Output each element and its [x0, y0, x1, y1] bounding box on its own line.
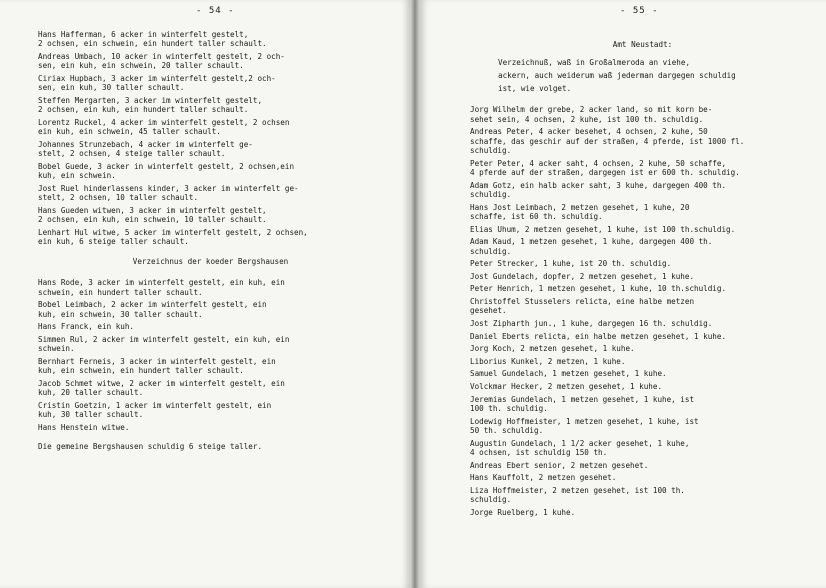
record-line: gesehet. [470, 306, 507, 316]
record-line: sehet sein, 4 ochsen, 2 kuhe, ist 100 th. schuldig. [470, 114, 704, 124]
record-entry [38, 118, 383, 137]
record-line: Lenhart Hul witwe, 5 acker im winterfelt gestelt, 2 ochsen, [38, 228, 308, 237]
record-line: Andreas Umbach, 10 acker in winterfelt gestelt, 2 och- [38, 52, 285, 61]
record-entry [38, 74, 383, 93]
section-title: Amt Neustadt: [612, 40, 673, 49]
page-number: - 54 - [196, 6, 235, 16]
record-line: Andreas Ebert senior, 2 metzen gesehet. [470, 460, 649, 470]
intro-paragraph [498, 57, 815, 95]
record-entry [470, 105, 815, 124]
record-line: Augustin Gundelach, 1 1/2 acker gesehet, 1 kuhe, [470, 438, 690, 448]
record-line: Jacob Schmet witwe, 2 acker im winterfelt gestelt, ein [38, 378, 285, 388]
record-entry [38, 184, 383, 203]
record-line: Liza Hoffmeister, 2 metzen gesehet, ist 100 th. [470, 485, 685, 495]
record-line: Hans Hafferman, 6 acker in winterfelt gestelt, [38, 30, 249, 39]
page-number: - 55 - [620, 6, 659, 16]
record-entry [470, 417, 815, 436]
record-entry [470, 297, 815, 316]
record-line: Simmen Rul, 2 acker im winterfelt gestelt, ein kuh, ein [38, 334, 290, 344]
record-line: sen, ein kuh, 30 taller schault. [38, 83, 185, 93]
record-line: kuh, ein schwein. [38, 171, 116, 181]
record-line: Lodewig Hoffmeister, 1 metzen gesehet, 1 kuhe, ist [470, 416, 699, 426]
record-line: Jost Ruel hinderlassens kinder, 3 acker im winterfelt ge- [38, 184, 299, 193]
record-line: Bernhart Ferneis, 3 acker im winterfelt gestelt, ein [38, 356, 276, 366]
record-line: kuh, ein schwein, ein hundert taller schault. [38, 366, 244, 376]
record-entry [470, 382, 815, 391]
record-line: schuldig. [470, 146, 512, 155]
record-entry [38, 278, 383, 297]
record-line: Jorg Wilhelm der grebe, 2 acker land, so mit korn be- [470, 105, 713, 115]
entry-list-koeder [38, 278, 383, 432]
record-line: Bobel Leimbach, 2 acker im winterfelt gestelt, ein [38, 300, 267, 310]
record-entry [38, 30, 383, 49]
record-line: Peter Peter, 4 acker saht, 4 ochsen, 2 kuhe, 50 schaffe, [470, 158, 727, 168]
book-gutter [410, 0, 420, 588]
record-line: ein kuh, 6 steige taller schault. [38, 237, 189, 247]
record-line: sen, ein kuh, ein schwein, 20 taller schault. [38, 61, 244, 71]
record-line: Jorg Koch, 2 metzen gesehet, 1 kuhe. [470, 344, 635, 354]
record-entry [470, 439, 815, 458]
record-entry [38, 96, 383, 115]
record-line: schwein. [38, 344, 75, 354]
record-line: 50 th. schuldig. [470, 425, 544, 435]
record-entry [38, 401, 383, 420]
entry-list-main [38, 30, 383, 247]
record-entry [470, 237, 815, 256]
record-entry [38, 423, 383, 432]
record-line: Hans Jost Leimbach, 2 metzen gesehet, 1 kuhe, 20 [470, 202, 690, 212]
record-entry [470, 508, 815, 517]
record-line: Jost Zipharth jun., 1 kuhe, dargegen 16 th. schuldig. [470, 318, 713, 328]
record-line: Bobel Guede, 3 acker in winterfelt gestelt, 2 ochsen,ein [38, 162, 295, 171]
record-line: Jeremias Gundelach, 1 metzen gesehet, 1 kuhe, ist [470, 394, 695, 404]
record-entry [38, 322, 383, 331]
record-entry [38, 140, 383, 159]
record-line: schuldig. [470, 246, 512, 256]
record-entry [470, 181, 815, 200]
record-line: schwein, ein hundert taller schault. [38, 287, 203, 297]
record-entry [470, 357, 815, 366]
record-entry [470, 395, 815, 414]
record-entry [38, 335, 383, 354]
record-line: Hans Henstein witwe. [38, 422, 130, 432]
record-line: stelt, 2 ochsen, 10 taller schault. [38, 193, 199, 203]
record-line: Adam Gotz, ein halb acker saht, 3 kuhe, dargegen 400 th. [470, 180, 727, 190]
record-line: 100 th. schuldig. [470, 403, 548, 413]
record-line: ein kuh, ein schwein, 45 taller schault. [38, 127, 221, 137]
record-line: Jost Gundelach, dopfer, 2 metzen gesehet, 1 kuhe. [470, 271, 695, 281]
record-entry [470, 486, 815, 505]
record-line: Hans Gueden witwen, 3 acker im winterfelt gestelt, [38, 206, 267, 215]
record-line: schaffe, das geschir auf der straßen, 4 pferde, ist 1000 fl. [470, 136, 745, 146]
record-entry [470, 461, 815, 470]
record-line: schaffe, ist 60 th. schuldig. [470, 212, 603, 221]
left-page [0, 0, 410, 588]
record-line: Elias Uhum, 2 metzen gesehet, 1 kuhe, ist 100 th.schuldig. [470, 224, 736, 234]
record-line: Peter Henrich, 1 metzen gesehet, 1 kuhe, 10 th.schuldig. [470, 284, 727, 294]
record-line: Adam Kaud, 1 metzen gesehet, 1 kuhe, dargegen 400 th. [470, 237, 713, 247]
record-line: Hans Kauffolt, 2 metzen gesehet. [470, 473, 617, 483]
left-page-content [38, 30, 383, 452]
record-entry [470, 319, 815, 328]
record-line: stelt, 2 ochsen, 4 steige taller schault. [38, 149, 226, 159]
record-line: Jorge Ruelberg, 1 kuhe. [470, 507, 576, 517]
section-heading: Verzeichnus der koeder Bergshausen [132, 256, 289, 266]
record-entry [470, 284, 815, 293]
record-line: Hans Franck, ein kuh. [38, 322, 135, 332]
record-line: 2 ochsen, ein kuh, ein schwein, 10 taller schault. [38, 215, 267, 225]
record-line: schuldig. [470, 495, 512, 505]
record-entry [470, 259, 815, 268]
right-page-content [470, 40, 815, 520]
record-line: 4 ochsen, ist schuldig 150 th. [470, 447, 608, 457]
record-line: kuh, 20 taller schault. [38, 388, 144, 398]
record-entry [470, 203, 815, 222]
record-line: Peter Strecker, 1 kuhe, ist 20 th. schuldig. [470, 259, 672, 269]
record-line: Cristin Goetzin, 1 acker im winterfelt gestelt, ein [38, 400, 272, 410]
record-entry [470, 344, 815, 353]
record-entry [470, 473, 815, 482]
record-line: Daniel Eberts relicta, ein halbe metzen gesehet, 1 kuhe. [470, 331, 727, 341]
record-line: Christoffel Stusselers relicta, eine halbe metzen [470, 296, 695, 306]
record-entry [470, 369, 815, 378]
record-line: Hans Rode, 3 acker im winterfelt gestelt, ein kuh, ein [38, 278, 285, 288]
record-line: schuldig. [470, 190, 512, 199]
record-line: Andreas Peter, 4 acker besehet, 4 ochsen, 2 kuhe, 50 [470, 127, 708, 137]
record-entry [38, 379, 383, 398]
intro-line: ackern, auch weiderum waß jederman dargegen schuldig [498, 71, 736, 80]
intro-line: Verzeichnuß, waß in Großalmeroda an viehe, [498, 58, 691, 68]
record-line: 2 ochsen, ein schwein, ein hundert taller schault. [38, 39, 267, 49]
record-line: 4 pferde auf der straßen, dargegen ist er 600 th. schuldig. [470, 168, 740, 177]
record-line: Liborius Kunkel, 2 metzen, 1 kuhe. [470, 356, 626, 366]
record-entry [470, 159, 815, 178]
record-entry [38, 228, 383, 247]
record-entry [38, 357, 383, 376]
record-line: Volckmar Hecker, 2 metzen gesehet, 1 kuhe. [470, 381, 663, 391]
record-line: Steffen Mergarten, 3 acker im winterfelt gestelt, [38, 96, 263, 105]
record-line: kuh, ein schwein, 30 taller schault. [38, 309, 203, 319]
record-line: Johannes Strunzebach, 4 acker im winterfelt ge- [38, 140, 253, 149]
record-entry [470, 127, 815, 155]
record-entry [470, 332, 815, 341]
record-line: Samuel Gundelach, 1 metzen gesehet, 1 kuhe. [470, 369, 667, 379]
intro-line: ist, wie volget. [498, 83, 572, 93]
closing-line: Die gemeine Bergshausen schuldig 6 steige taller. [38, 442, 263, 452]
record-entry [470, 272, 815, 281]
record-entry [38, 162, 383, 181]
record-entry [38, 206, 383, 225]
entry-list-neustadt [470, 105, 815, 517]
record-entry [38, 300, 383, 319]
record-line: Ciriax Hupbach, 3 acker im winterfelt gestelt,2 och- [38, 74, 276, 83]
right-page [420, 0, 826, 588]
record-line: kuh, 30 taller schault. [38, 410, 144, 420]
record-entry [470, 225, 815, 234]
record-line: 2 ochsen, ein kuh, ein hundert taller schault. [38, 105, 249, 115]
record-entry [38, 52, 383, 71]
record-line: Lorentz Ruckel, 4 acker im winterfelt gestelt, 2 ochsen [38, 118, 290, 127]
